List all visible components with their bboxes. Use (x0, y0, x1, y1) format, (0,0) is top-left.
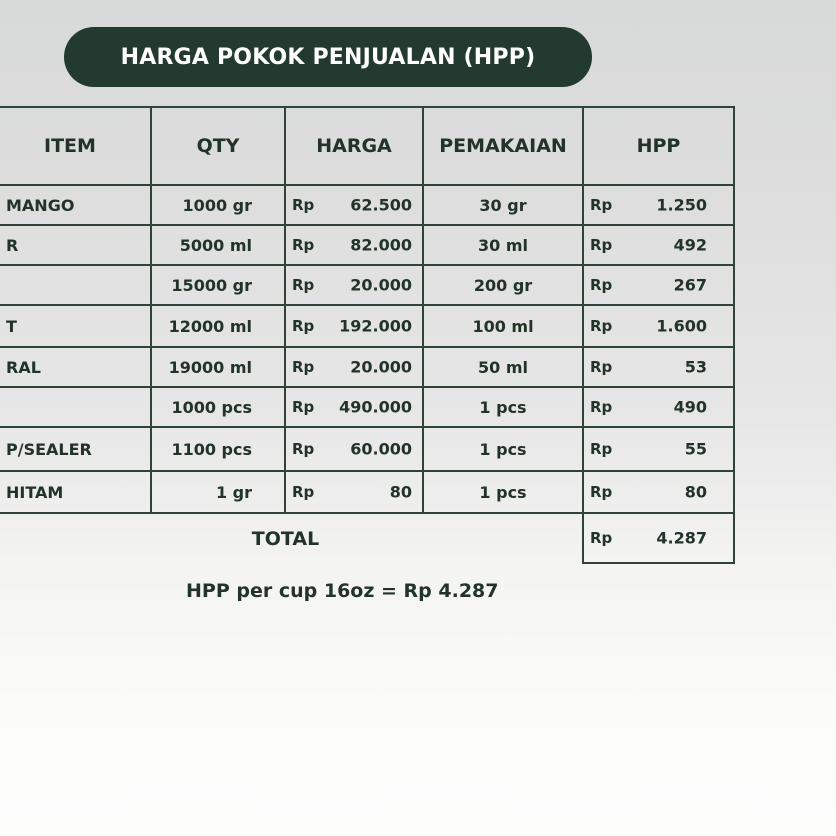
cell-item (0, 265, 151, 305)
title-banner (64, 27, 592, 87)
hpp-table (0, 106, 735, 564)
hpp-value: 1.250 (656, 195, 707, 215)
cell-qty: 1000 gr (151, 185, 285, 225)
hpp-per-cup-note: HPP per cup 16oz = Rp 4.287 (186, 580, 499, 602)
cell-harga (285, 225, 423, 265)
currency-label: Rp (292, 276, 315, 294)
cell-hpp (583, 347, 734, 387)
hpp-value: 80 (684, 482, 707, 502)
cell-hpp (583, 185, 734, 225)
total-label: TOTAL (0, 513, 583, 563)
cell-qty: 1000 pcs (151, 387, 285, 427)
cell-hpp (583, 387, 734, 427)
column-header-pemakaian: PEMAKAIAN (423, 107, 583, 185)
harga-value: 80 (389, 482, 412, 502)
cell-harga (285, 265, 423, 305)
column-header-hpp: HPP (583, 107, 734, 185)
column-header-harga: HARGA (285, 107, 423, 185)
currency-label: Rp (590, 276, 613, 294)
table-row (0, 471, 734, 513)
harga-value: 192.000 (339, 316, 412, 336)
hpp-value: 490 (673, 397, 707, 417)
table-header-row (0, 107, 734, 185)
cell-pemakaian: 1 pcs (423, 471, 583, 513)
cell-pemakaian: 30 gr (423, 185, 583, 225)
column-header-qty: QTY (151, 107, 285, 185)
hpp-value: 53 (684, 357, 707, 377)
table-row (0, 185, 734, 225)
cell-pemakaian: 100 ml (423, 305, 583, 347)
hpp-value: 267 (673, 275, 707, 295)
hpp-table-wrapper (0, 106, 735, 564)
cell-hpp (583, 471, 734, 513)
harga-value: 20.000 (350, 357, 412, 377)
harga-value: 490.000 (339, 397, 412, 417)
cell-item: MANGO (0, 185, 151, 225)
cell-hpp (583, 265, 734, 305)
cell-hpp (583, 305, 734, 347)
cell-qty: 1 gr (151, 471, 285, 513)
cell-pemakaian: 1 pcs (423, 427, 583, 471)
column-header-item: ITEM (0, 107, 151, 185)
harga-value: 20.000 (350, 275, 412, 295)
currency-label: Rp (292, 483, 315, 501)
table-row (0, 305, 734, 347)
table-row (0, 225, 734, 265)
table-row (0, 427, 734, 471)
cell-item: HITAM (0, 471, 151, 513)
currency-label: Rp (590, 236, 613, 254)
cell-item: P/SEALER (0, 427, 151, 471)
harga-value: 62.500 (350, 195, 412, 215)
currency-label: Rp (590, 196, 613, 214)
cell-qty: 15000 gr (151, 265, 285, 305)
hpp-value: 55 (684, 439, 707, 459)
currency-label: Rp (590, 483, 613, 501)
table-row (0, 265, 734, 305)
cell-total-hpp (583, 513, 734, 563)
cell-harga (285, 305, 423, 347)
cell-hpp (583, 427, 734, 471)
cell-pemakaian: 1 pcs (423, 387, 583, 427)
currency-label: Rp (590, 529, 613, 547)
cell-harga (285, 347, 423, 387)
table-row (0, 347, 734, 387)
total-value: 4.287 (656, 528, 707, 548)
hpp-value: 492 (673, 235, 707, 255)
cell-item: RAL (0, 347, 151, 387)
cell-qty: 19000 ml (151, 347, 285, 387)
cell-item: R (0, 225, 151, 265)
currency-label: Rp (292, 358, 315, 376)
harga-value: 82.000 (350, 235, 412, 255)
cell-qty: 5000 ml (151, 225, 285, 265)
currency-label: Rp (292, 440, 315, 458)
cell-qty: 1100 pcs (151, 427, 285, 471)
cell-hpp (583, 225, 734, 265)
cell-harga (285, 387, 423, 427)
cell-harga (285, 471, 423, 513)
cell-qty: 12000 ml (151, 305, 285, 347)
page-title: HARGA POKOK PENJUALAN (HPP) (120, 44, 536, 70)
table-body (0, 185, 734, 563)
cell-harga (285, 427, 423, 471)
currency-label: Rp (292, 236, 315, 254)
currency-label: Rp (590, 398, 613, 416)
currency-label: Rp (292, 398, 315, 416)
table-row (0, 387, 734, 427)
currency-label: Rp (292, 317, 315, 335)
cell-harga (285, 185, 423, 225)
cell-pemakaian: 30 ml (423, 225, 583, 265)
hpp-value: 1.600 (656, 316, 707, 336)
currency-label: Rp (590, 317, 613, 335)
harga-value: 60.000 (350, 439, 412, 459)
currency-label: Rp (590, 358, 613, 376)
cell-pemakaian: 200 gr (423, 265, 583, 305)
cell-item: T (0, 305, 151, 347)
cell-pemakaian: 50 ml (423, 347, 583, 387)
cell-item (0, 387, 151, 427)
total-row (0, 513, 734, 563)
currency-label: Rp (590, 440, 613, 458)
currency-label: Rp (292, 196, 315, 214)
